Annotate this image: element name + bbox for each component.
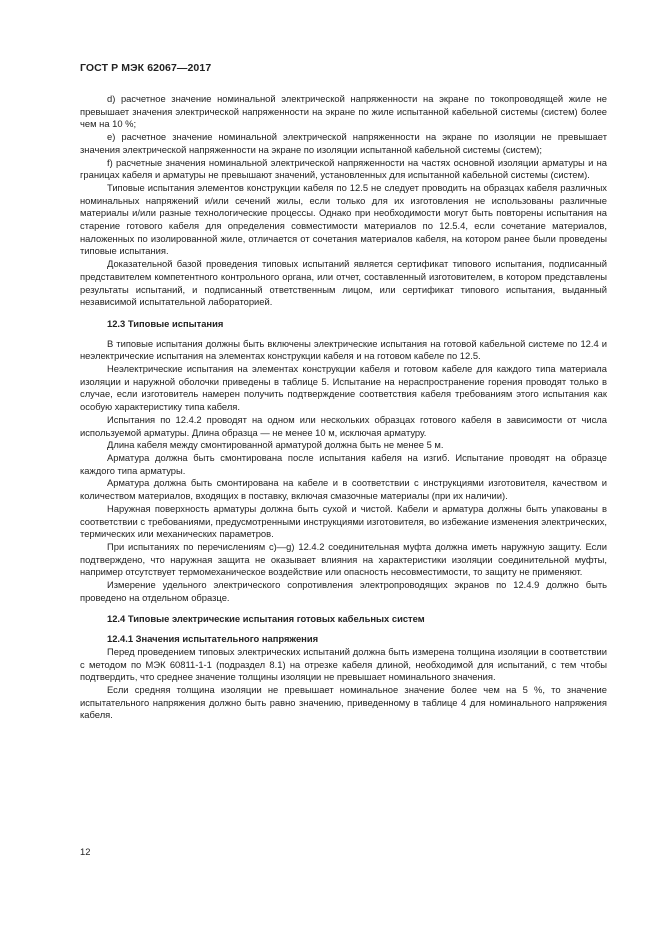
paragraph: Арматура должна быть смонтирована после испытания кабеля на изгиб. Испытание проводят на образце каждого типа арматуры. bbox=[80, 451, 607, 476]
paragraph: Арматура должна быть смонтирована на кабеле и в соответствии с инструкциями изготовителя, качеством и количеством материалов, входящих в поставку, включая смазочные материалы (при их наличии). bbox=[80, 477, 607, 502]
paragraph: Доказательной базой проведения типовых испытаний является сертификат типового испытания, подписанный представителем компетентного контрольного органа, или отчет, составленный изготовителем, в котором представлены результаты испытаний, и подписанный ответственным лицом, или сертификат типового испытания, выданный независимой испытательной лабораторией. bbox=[80, 258, 607, 308]
paragraph: Типовые испытания элементов конструкции кабеля по 12.5 не следует проводить на образцах кабеля различных номинальных напряжений и/или сечений жилы, если только для их изготовления не использованы различные материалы и/или разные технологические процессы. Однако при необходимости могут быть повторены испытания на старение готового кабеля для определения совместимости материалов по 12.5.4, если сочетание материалов, наложенных по изолированной жиле, отличается от сочетания материалов кабеля, на котором ранее были проведены типовые испытания. bbox=[80, 181, 607, 257]
document-body bbox=[80, 93, 607, 722]
paragraph: Длина кабеля между смонтированной арматурой должна быть не менее 5 м. bbox=[107, 439, 444, 451]
document-header: ГОСТ Р МЭК 62067—2017 bbox=[80, 62, 212, 74]
page-number: 12 bbox=[80, 846, 91, 857]
paragraph: Наружная поверхность арматуры должна быть сухой и чистой. Кабели и арматура должны быть упакованы в соответствии с требованиями, предусмотренными инструкциями изготовителя, во избежание изменения электрических, термических или механических параметров. bbox=[80, 502, 607, 540]
paragraph: Измерение удельного электрического сопротивления электропроводящих экранов по 12.4.9 должно быть проведено на отдельном образце. bbox=[80, 579, 607, 603]
paragraph: При испытаниях по перечислениям c)—g) 12.4.2 соединительная муфта должна иметь наружную защиту. Если подтверждено, что наружная защита не оказывает влияния на характеристики изоляции соединительной муфты, например отсутствует термомеханическое воздействие или опасность несовместимости, то защиту не применяют. bbox=[80, 540, 607, 578]
paragraph: f) расчетные значения номинальной электрической напряженности на частях основной изоляции арматуры и на границах кабеля и арматуры не превышают значений, установленных для испытанной кабельной системы (систем). bbox=[80, 156, 607, 181]
section-heading: 12.3 Типовые испытания bbox=[107, 317, 224, 329]
paragraph: e) расчетное значение номинальной электрической напряженности на экране по изоляции не превышает значения электрической напряженности на экране по изоляции испытанной кабельной системы (систем); bbox=[80, 131, 607, 155]
section-heading: 12.4 Типовые электрические испытания готовых кабельных систем bbox=[107, 613, 425, 625]
paragraph: Перед проведением типовых электрических испытаний должна быть измерена толщина изоляции в соответствии с методом по МЭК 60811-1-1 (подраздел 8.1) на отрезке кабеля длиной, необходимой для испытаний, с тем чтобы подтвердить, что среднее значение толщины изоляции не превышает номинального значения. bbox=[80, 645, 607, 683]
paragraph: Если средняя толщина изоляции не превышает номинальное значение более чем на 5 %, то значение испытательного напряжения должно быть равно значению, приведенному в таблице 4 для номинального напряжения кабеля. bbox=[80, 683, 607, 721]
paragraph: В типовые испытания должны быть включены электрические испытания на готовой кабельной системе по 12.4 и неэлектрические испытания на элементах конструкции кабеля и на готовом кабеле по 12.5. bbox=[80, 337, 607, 362]
paragraph: Неэлектрические испытания на элементах конструкции кабеля и готовом кабеле для каждого типа материала изоляции и наружной оболочки приведены в таблице 5. Испытание на нераспространение горения проводят только в случае, если изготовитель намерен получить подтверждение соответствия кабеля требованиям этого испытания как особую характеристику типа кабеля. bbox=[80, 363, 607, 413]
subsection-heading: 12.4.1 Значения испытательного напряжения bbox=[107, 633, 319, 645]
paragraph: Испытания по 12.4.2 проводят на одном или нескольких образцах готового кабеля в зависимости от числа используемой арматуры. Длина образца — не менее 10 м, исключая арматуру. bbox=[80, 413, 607, 438]
paragraph: d) расчетное значение номинальной электрической напряженности на экране по токопроводящей жиле не превышает значения электрической напряженности на экране по жиле испытанной кабельной системы (систем) более чем на 10 %; bbox=[80, 93, 607, 130]
